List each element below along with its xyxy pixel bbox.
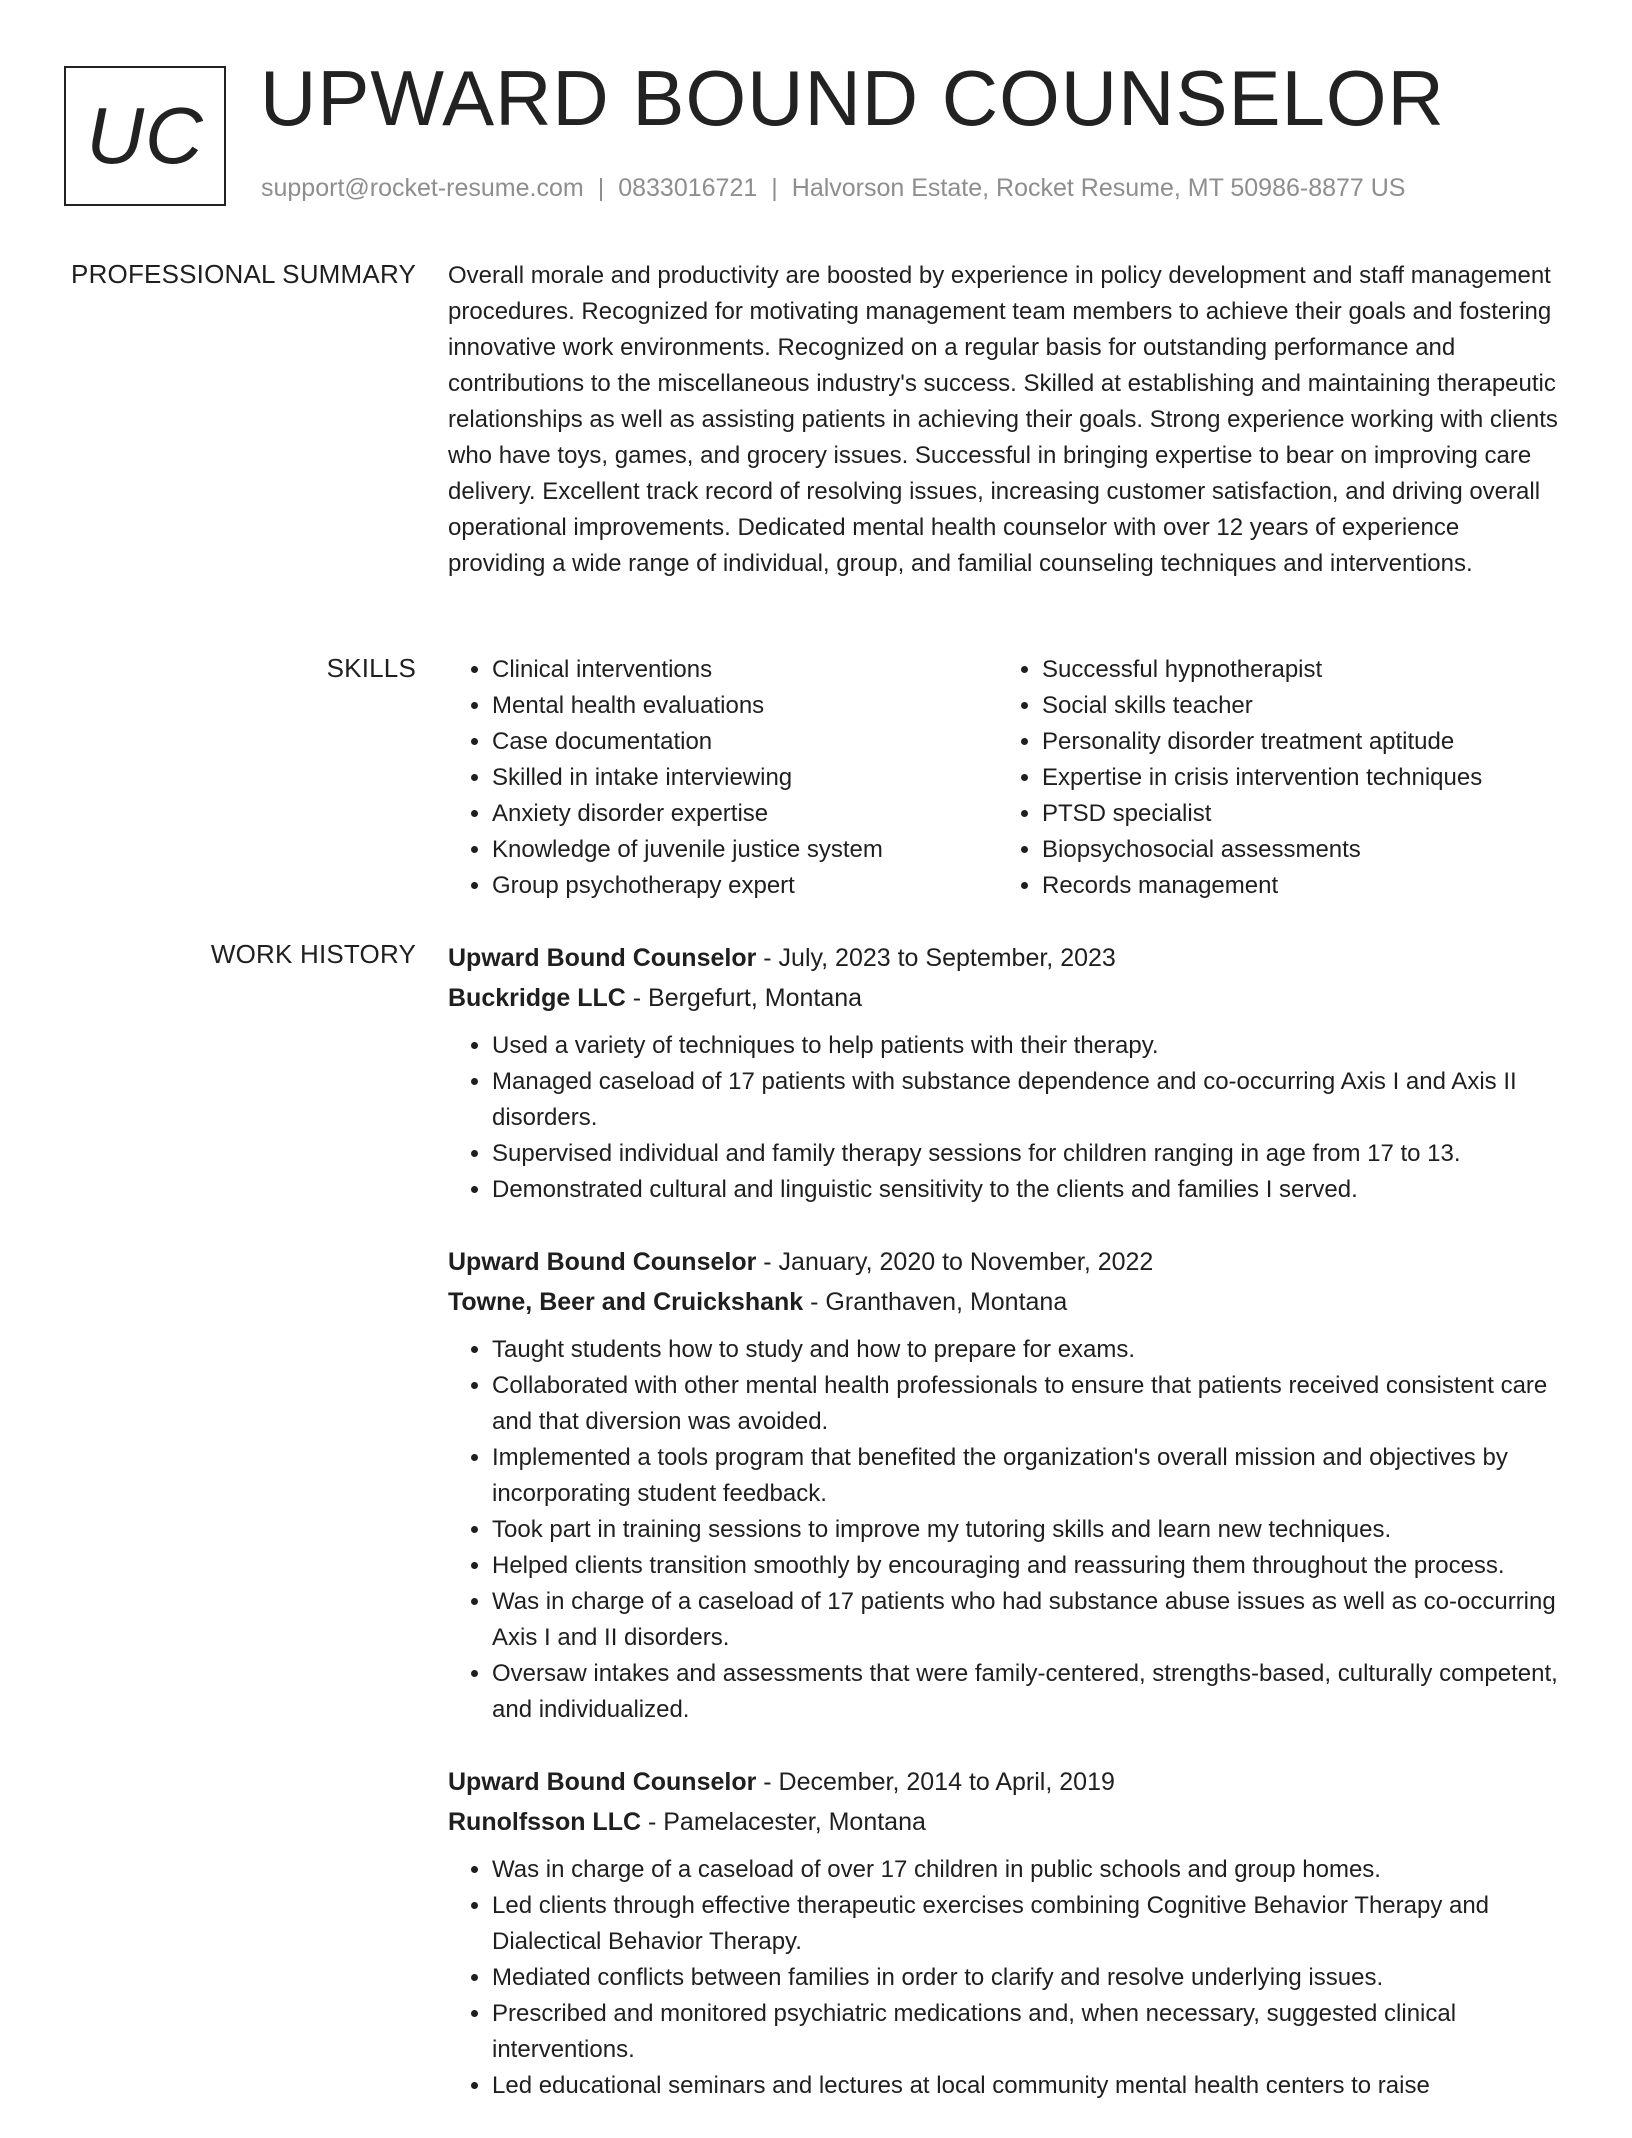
skill-item: • PTSD specialist <box>1042 796 1548 832</box>
job-company: Buckridge LLC <box>448 984 626 1012</box>
initials-monogram: UC <box>64 66 226 206</box>
job-company: Runolfsson LLC <box>448 1808 642 1836</box>
job-title: Upward Bound Counselor <box>448 1248 757 1276</box>
job-bullet: • Supervised individual and family therapy sessions for children ranging in age from 17 to 13. <box>492 1136 1560 1172</box>
job-location: - Pamelacester, Montana <box>641 1808 926 1836</box>
job-bullet: • Collaborated with other mental health professionals to ensure that patients received consistent care and that diversion was avoided. <box>492 1368 1560 1440</box>
section-label-work-history: WORK HISTORY <box>210 939 416 969</box>
job-bullet: • Implemented a tools program that benefited the organization's overall mission and objectives by incorporating student feedback. <box>492 1440 1560 1512</box>
job-title: Upward Bound Counselor <box>448 944 757 972</box>
job-bullet: • Led clients through effective therapeutic exercises combining Cognitive Behavior Therapy and Dialectical Behavior Therapy. <box>492 1888 1560 1960</box>
skill-item: • Biopsychosocial assessments <box>1042 832 1548 868</box>
job-title-line <box>448 938 1560 978</box>
job-bullets <box>448 1852 1560 2104</box>
job-entry <box>448 1762 1560 2104</box>
job-company-line <box>448 1802 1560 1842</box>
job-bullet: • Demonstrated cultural and linguistic sensitivity to the clients and families I served. <box>492 1172 1560 1208</box>
job-title: Upward Bound Counselor <box>448 1768 757 1796</box>
skill-item: • Expertise in crisis intervention techniques <box>1042 760 1548 796</box>
skill-item: • Records management <box>1042 868 1548 904</box>
skill-item: • Successful hypnotherapist <box>1042 652 1548 688</box>
job-title-line <box>448 1242 1560 1282</box>
job-bullets <box>448 1028 1560 1208</box>
job-dates: - January, 2020 to November, 2022 <box>756 1248 1154 1276</box>
job-entry <box>448 938 1560 1208</box>
skill-item: • Group psychotherapy expert <box>492 868 998 904</box>
job-bullet: • Led educational seminars and lectures at local community mental health centers to raise <box>492 2068 1560 2104</box>
job-bullet: • Managed caseload of 17 patients with substance dependence and co-occurring Axis I and Axis II disorders. <box>492 1064 1560 1136</box>
job-title-line <box>448 1762 1560 1802</box>
job-bullet: • Mediated conflicts between families in order to clarify and resolve underlying issues. <box>492 1960 1560 1996</box>
contact-separator: | <box>771 174 778 202</box>
skills-body <box>448 652 1560 904</box>
candidate-name: UPWARD BOUND COUNSELOR <box>260 54 1445 142</box>
skill-item: • Anxiety disorder expertise <box>492 796 998 832</box>
skill-item: • Case documentation <box>492 724 998 760</box>
summary-text: Overall morale and productivity are boosted by experience in policy development and staff management procedures. Recognized for motivating management team members to achieve their goals and fostering innovative work environments. Recognized on a regular basis for outstanding performance and contributions to the miscellaneous industry's success. Skilled at establishing and maintaining therapeutic relationships as well as assisting patients in achieving their goals. Strong experience working with clients who have toys, games, and grocery issues. Successful in bringing expertise to bear on improving care delivery. Excellent track record of resolving issues, increasing customer satisfaction, and driving overall operational improvements. Dedicated mental health counselor with over 12 years of experience providing a wide range of individual, group, and familial counseling techniques and interventions. <box>448 262 1558 577</box>
job-bullet: • Oversaw intakes and assessments that were family-centered, strengths-based, culturally competent, and individualized. <box>492 1656 1560 1728</box>
job-dates: - July, 2023 to September, 2023 <box>756 944 1116 972</box>
job-bullet: • Took part in training sessions to improve my tutoring skills and learn new techniques. <box>492 1512 1560 1548</box>
job-bullet: • Was in charge of a caseload of over 17 children in public schools and group homes. <box>492 1852 1560 1888</box>
job-location: - Bergefurt, Montana <box>625 984 863 1012</box>
job-dates: - December, 2014 to April, 2019 <box>756 1768 1115 1796</box>
contact-email: support@rocket-resume.com <box>261 174 584 202</box>
job-company-line <box>448 978 1560 1018</box>
job-bullet: • Prescribed and monitored psychiatric medications and, when necessary, suggested clinical interventions. <box>492 1996 1560 2068</box>
contact-line <box>261 174 1406 203</box>
contact-phone: 0833016721 <box>618 174 758 202</box>
work-history-body <box>448 938 1560 2138</box>
section-label-summary: PROFESSIONAL SUMMARY <box>71 259 416 289</box>
job-location: - Granthaven, Montana <box>803 1288 1068 1316</box>
job-entry <box>448 1242 1560 1728</box>
job-bullet: • Was in charge of a caseload of 17 patients who had substance abuse issues as well as co-occurring Axis I and II disorders. <box>492 1584 1560 1656</box>
skills-list-left <box>448 652 998 904</box>
skill-item: • Social skills teacher <box>1042 688 1548 724</box>
skill-item: • Knowledge of juvenile justice system <box>492 832 998 868</box>
job-bullet: • Taught students how to study and how to prepare for exams. <box>492 1332 1560 1368</box>
job-company-line <box>448 1282 1560 1322</box>
job-bullet: • Helped clients transition smoothly by encouraging and reassuring them throughout the process. <box>492 1548 1560 1584</box>
skill-item: • Mental health evaluations <box>492 688 998 724</box>
skill-item: • Clinical interventions <box>492 652 998 688</box>
skill-item: • Skilled in intake interviewing <box>492 760 998 796</box>
job-bullets <box>448 1332 1560 1728</box>
skills-list-right <box>998 652 1548 904</box>
contact-address: Halvorson Estate, Rocket Resume, MT 50986-8877 US <box>791 174 1406 202</box>
skill-item: • Personality disorder treatment aptitude <box>1042 724 1548 760</box>
section-label-skills: SKILLS <box>326 653 416 683</box>
job-company: Towne, Beer and Cruickshank <box>448 1288 804 1316</box>
job-bullet: • Used a variety of techniques to help patients with their therapy. <box>492 1028 1560 1064</box>
contact-separator: | <box>597 174 605 202</box>
summary-body <box>448 258 1560 582</box>
